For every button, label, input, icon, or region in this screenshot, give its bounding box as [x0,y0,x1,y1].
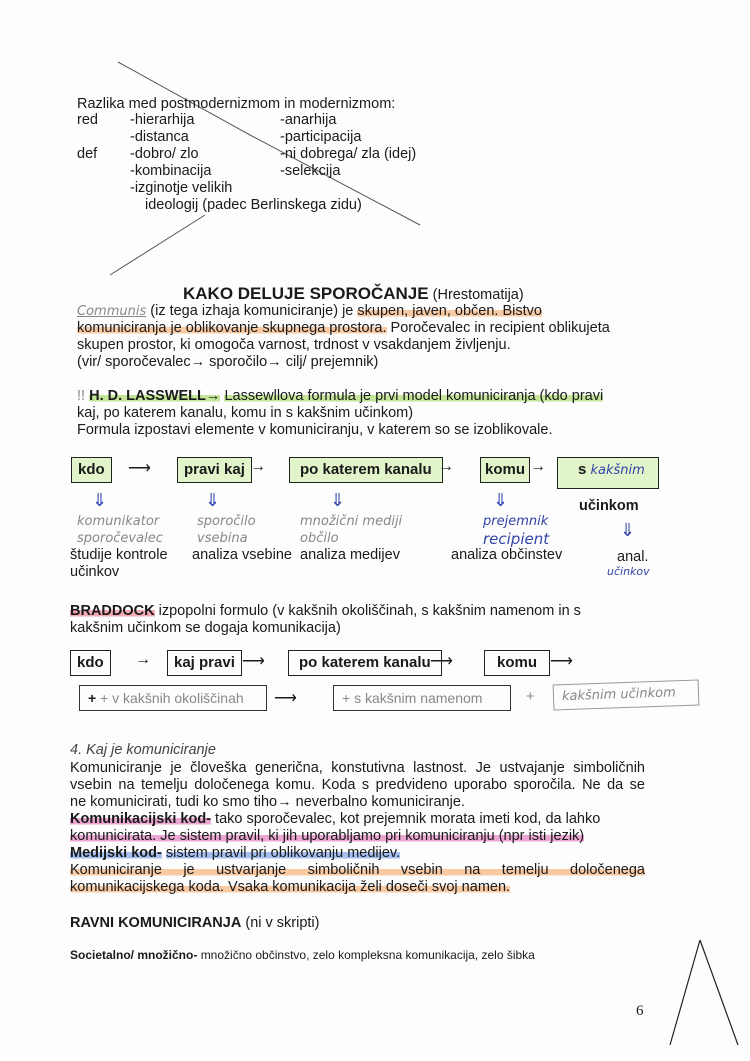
paragraph-line: vsebin na temelju določenega komu. Koda s predvideno uporabo sporočila. Ne da se [70,777,645,793]
arrow-right-icon: ⟶ [430,653,453,670]
highlight: skupen, javen, občen. Bistvo [357,303,542,319]
box-kanal: po katerem kanalu [289,457,443,483]
arrow-right-icon: ⟶ [128,460,151,477]
handwritten-note: sporočevalec [77,531,163,546]
arrow-right-icon: ⟶ [274,690,297,707]
double-arrow-down-icon: ⇓ [493,490,509,510]
left-item: ideologij (padec Berlinskega zidu) [145,197,362,213]
analysis-label: učinkov [70,564,120,580]
paragraph-line: kaj, po katerem kanalu, komu in s kakšnim učinkom) [77,405,414,421]
paragraph-line: komunikacijskega koda. Vsaka komunikacija želi doseči svoj namen. [70,879,511,895]
heading-note: (Hrestomatija) [432,287,524,303]
box-namen [333,685,511,711]
right-item: -selekcija [280,163,341,179]
handwritten-note: sporočilo [197,514,256,529]
paragraph-line: Komuniciranje je človeška generična, konstutivna lastnost. Je ustvajanje simboličnih [70,760,645,776]
section-heading [183,284,524,304]
arrow-right-icon: → [530,458,546,475]
paragraph-line: (vir/ sporočevalec→ sporočilo→ cilj/ prejemnik) [77,354,379,370]
arrow-right-icon: → [438,458,454,475]
analysis-label: analiza vsebine [192,547,292,563]
text: tako sporočevalec, kot prejemnik morata imeti kod, da lahko [215,811,601,827]
term: Societalno/ množično- [70,948,198,962]
handwritten-box: kakšnim učinkom [553,679,700,710]
handwritten-note: množični mediji [300,514,403,529]
intro-title: Razlika med postmodernizmom in modernizmom: [77,96,396,112]
note: (ni v skripti) [245,915,320,931]
analysis-label: analiza občinstev [451,547,563,563]
right-item: -anarhija [280,112,337,128]
paragraph-line: Komuniciranje je ustvarjanje simboličnih vsebin na temelju določenega [70,862,645,878]
handwritten-note: vsebina [197,531,248,546]
page-number: 6 [636,1003,644,1019]
handwritten-note: prejemnik [483,514,549,529]
left-item: -distanca [130,129,189,145]
box-pravi-kaj: pravi kaj [177,457,252,483]
right-item: -ni dobrega/ zla (idej) [280,146,417,162]
paragraph-line: ne komunicirati, tudi ko smo tiho→ neverbalno komuniciranje. [70,794,465,810]
paragraph-line: kakšnim učinkom se dogaja komunikacija) [70,620,341,636]
arrow-right-icon: ⟶ [242,653,265,670]
handwritten-note: komunikator [77,514,160,529]
analysis-label: anal. [617,549,649,565]
handwritten: kakšnim [590,463,645,478]
highlight: komuniciranja je oblikovanje skupnega prostora. [77,320,387,336]
text: množično občinstvo, zelo kompleksna komunikacija, zelo šibka [200,948,535,962]
box-ucinek [557,457,659,489]
box-okoliscine: + + v kakšnih okoliščinah [79,685,267,711]
box-kanal: po katerem kanalu [288,650,442,676]
handwritten-note: recipient [483,530,550,548]
text: s [578,461,587,478]
text: sistem pravil pri oblikovanju medijev. [165,845,401,861]
lasswell-line [77,388,603,404]
double-arrow-down-icon: ⇓ [330,490,346,510]
double-arrow-down-icon: ⇓ [205,490,221,510]
handwritten-note: učinkov [607,565,650,578]
paragraph-line: skupen prostor, ki omogoča varnost, trdnost v vsakdanjem življenju. [77,337,511,353]
left-item: -dobro/ zlo [130,146,199,162]
arrow-right-icon: → [250,458,266,475]
communis-handwritten: Communis [77,304,147,319]
text: izpopolni formulo (v kakšnih okoliščinah, s kakšnim namenom in s [158,603,581,619]
paragraph-line [70,811,600,827]
text: + s kakšnim namenom [342,690,483,706]
arrow-right-icon: → [135,651,151,668]
double-arrow-down-icon: ⇓ [92,490,108,510]
left-item: -hierarhija [130,112,195,128]
braddock-name: BRADDOCK [70,603,155,619]
lasswell-name: H. D. LASSWELL→ [89,388,221,404]
braddock-line [70,603,581,619]
paragraph-line [77,303,542,319]
box-komu: komu [480,457,530,483]
paragraph-line: Formula izpostavi elemente v komuniciranju, v katerem so se izoblikovale. [77,422,553,438]
text: + v kakšnih okoliščinah [100,690,244,706]
term: Komunikacijski kod- [70,811,212,827]
analysis-label: analiza medijev [300,547,400,563]
heading-text: RAVNI KOMUNICIRANJA [70,915,242,931]
paragraph-line: komunicirata. Je sistem pravil, ki jih uporabljamo pri komuniciranju (npr isti jezik) [70,828,585,844]
label-def: def [77,146,98,162]
left-item: -izginotje velikih [130,180,233,196]
section-heading: 4. Kaj je komuniciranje [70,742,216,758]
paragraph-line [70,948,535,962]
label-red: red [77,112,98,128]
paragraph-line [70,845,400,861]
right-item: -participacija [280,129,362,145]
box-kdo: kdo [71,457,112,483]
ravni-heading [70,915,319,931]
left-item: -kombinacija [130,163,212,179]
box-kdo: kdo [70,650,111,676]
double-arrow-down-icon: ⇓ [620,520,636,540]
plus-sign: + [526,689,535,705]
text: Lassewllova formula je prvi model komuniciranja (kdo pravi [224,388,604,404]
text: (iz tega izhaja komuniciranje) je [150,303,354,319]
text: Poročevalec in recipient oblikujeta [390,320,610,336]
box-komu: komu [484,650,550,676]
box-kaj-pravi: kaj pravi [167,650,242,676]
paragraph-line [77,320,610,336]
ucinkom-label: učinkom [579,498,639,514]
term: Medijski kod- [70,845,162,861]
handwritten-note: občilo [300,531,339,546]
arrow-right-icon: ⟶ [550,653,573,670]
mark: !! [77,388,86,404]
heading-text: KAKO DELUJE SPOROČANJE [183,284,429,303]
analysis-label: študije kontrole [70,547,168,563]
